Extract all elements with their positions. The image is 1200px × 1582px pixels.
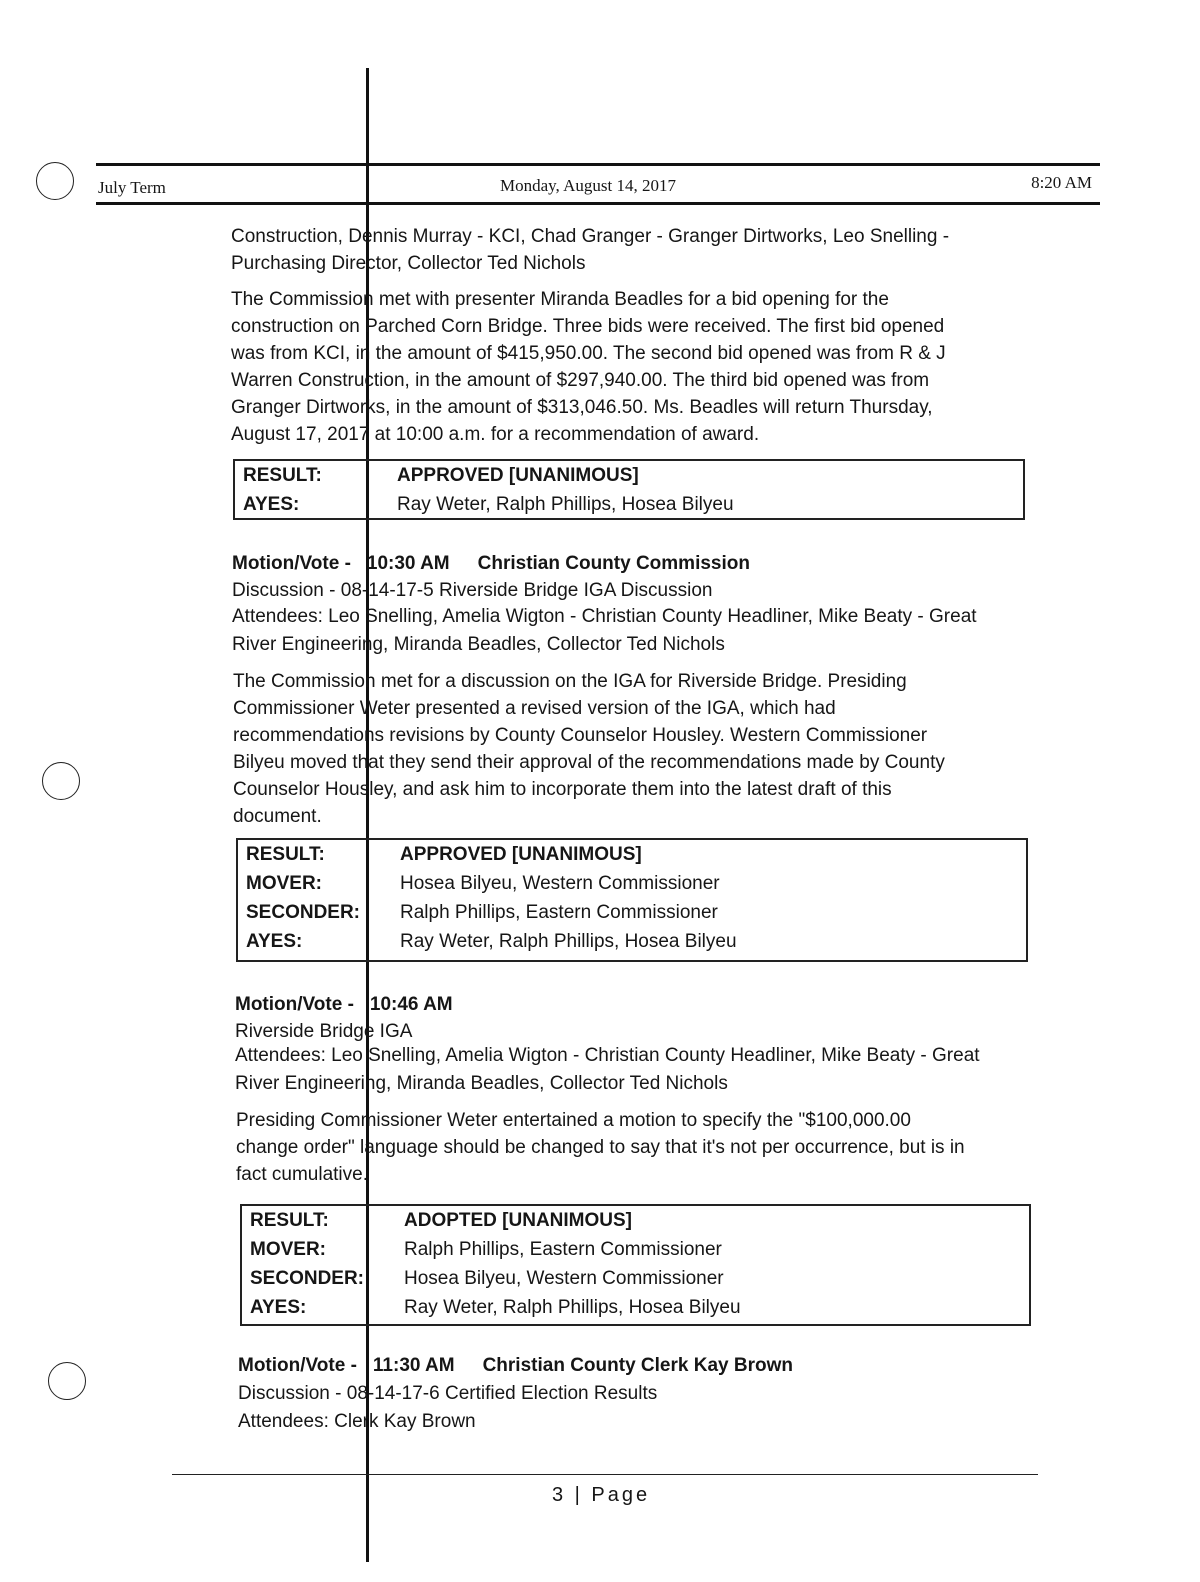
binder-hole-middle (42, 762, 80, 800)
attendees-line2: River Engineering, Miranda Beadles, Collector Ted Nichols (232, 634, 725, 655)
vote-row-seconder (238, 898, 1026, 927)
paragraph-line: recommendations revisions by County Counselor Housley. Western Commissioner (233, 725, 928, 746)
motion-header-3 (235, 991, 453, 1018)
paragraph-line: fact cumulative. (236, 1164, 368, 1185)
header-rule-bottom (96, 202, 1100, 205)
paragraph-line: construction on Parched Corn Bridge. Three bids were received. The first bid opened (231, 316, 945, 337)
vote-row-result (238, 840, 1026, 869)
vote-result-box-3 (240, 1204, 1031, 1326)
page-number: 3 | Page (552, 1484, 651, 1506)
discussion-line: Discussion - 08-14-17-6 Certified Election Results (238, 1383, 658, 1404)
vote-row-mover (238, 869, 1026, 898)
motion-time: 10:30 AM (366, 553, 450, 574)
header-term: July Term (98, 178, 166, 197)
paragraph-line: Counselor Housley, and ask him to incorporate them into the latest draft of this (233, 779, 892, 800)
motion-header-4 (238, 1352, 793, 1379)
seconder-label: SECONDER: (250, 1268, 365, 1289)
paragraph-line: Granger Dirtworks, in the amount of $313,046.50. Ms. Beadles will return Thursday, (231, 397, 933, 418)
vote-row-ayes (242, 1293, 1029, 1322)
header-date: Monday, August 14, 2017 (500, 176, 676, 195)
result-label: RESULT: (246, 844, 325, 865)
vote-result-box-1 (233, 459, 1025, 520)
header-time: 8:20 AM (1031, 173, 1092, 192)
paragraph-line: The Commission met for a discussion on the IGA for Riverside Bridge. Presiding (233, 671, 907, 692)
attendees-continued-line1: Construction, Dennis Murray - KCI, Chad Granger - Granger Dirtworks, Leo Snelling - (231, 226, 950, 247)
motion-time: 11:30 AM (372, 1355, 455, 1376)
footer-rule (172, 1474, 1038, 1475)
attendees-line1: Attendees: Leo Snelling, Amelia Wigton - Christian County Headliner, Mike Beaty - Great (235, 1045, 980, 1066)
result-label: RESULT: (243, 465, 322, 486)
mover-label: MOVER: (250, 1239, 326, 1260)
attendees-line2: River Engineering, Miranda Beadles, Collector Ted Nichols (235, 1073, 728, 1094)
motion-label: Motion/Vote - (238, 1355, 357, 1376)
vote-row-mover (242, 1235, 1029, 1264)
result-value: APPROVED [UNANIMOUS] (397, 465, 639, 486)
subject-line: Riverside Bridge IGA (235, 1021, 413, 1042)
paragraph-line: Presiding Commissioner Weter entertained a motion to specify the "$100,000.00 (236, 1110, 911, 1131)
paragraph-line: change order" language should be changed to say that it's not per occurrence, but is in (236, 1137, 965, 1158)
ayes-value: Ray Weter, Ralph Phillips, Hosea Bilyeu (397, 494, 734, 515)
vote-row-ayes (235, 490, 1023, 519)
vote-row-result (242, 1206, 1029, 1235)
result-label: RESULT: (250, 1210, 329, 1231)
vote-row-seconder (242, 1264, 1029, 1293)
mover-value: Ralph Phillips, Eastern Commissioner (404, 1239, 722, 1260)
mover-label: MOVER: (246, 873, 322, 894)
seconder-value: Ralph Phillips, Eastern Commissioner (400, 902, 718, 923)
binder-hole-top (36, 162, 74, 200)
attendees-line1: Attendees: Leo Snelling, Amelia Wigton - Christian County Headliner, Mike Beaty - Great (232, 606, 977, 627)
paragraph-line: The Commission met with presenter Miranda Beadles for a bid opening for the (231, 289, 889, 310)
result-value: ADOPTED [UNANIMOUS] (404, 1210, 632, 1231)
discussion-line: Discussion - 08-14-17-5 Riverside Bridge IGA Discussion (232, 580, 713, 601)
paragraph-line: document. (233, 806, 322, 827)
motion-header-2 (232, 550, 750, 577)
ayes-label: AYES: (246, 931, 303, 952)
mover-value: Hosea Bilyeu, Western Commissioner (400, 873, 720, 894)
change-order-paragraph (236, 1107, 1026, 1188)
binder-hole-bottom (48, 1362, 86, 1400)
paragraph-line: was from KCI, in the amount of $415,950.00. The second bid opened was from R & J (231, 343, 946, 364)
paragraph-line: Warren Construction, in the amount of $297,940.00. The third bid opened was from (231, 370, 930, 391)
ayes-value: Ray Weter, Ralph Phillips, Hosea Bilyeu (404, 1297, 741, 1318)
seconder-value: Hosea Bilyeu, Western Commissioner (404, 1268, 724, 1289)
ayes-label: AYES: (243, 494, 300, 515)
motion-label: Motion/Vote - (235, 994, 354, 1015)
attendees-continued-line2: Purchasing Director, Collector Ted Nichols (231, 253, 586, 274)
result-value: APPROVED [UNANIMOUS] (400, 844, 642, 865)
ayes-value: Ray Weter, Ralph Phillips, Hosea Bilyeu (400, 931, 737, 952)
motion-body: Christian County Clerk Kay Brown (482, 1355, 793, 1376)
vote-row-ayes (238, 927, 1026, 956)
vote-row-result (235, 461, 1023, 490)
paragraph-line: Bilyeu moved that they send their approval of the recommendations made by County (233, 752, 945, 773)
vote-result-box-2 (236, 838, 1028, 962)
bid-opening-paragraph (231, 286, 1021, 448)
paragraph-line: Commissioner Weter presented a revised version of the IGA, which had (233, 698, 836, 719)
paragraph-line: August 17, 2017 at 10:00 a.m. for a recommendation of award. (231, 424, 760, 445)
seconder-label: SECONDER: (246, 902, 361, 923)
motion-body: Christian County Commission (477, 553, 750, 574)
riverside-discussion-paragraph (233, 668, 1023, 830)
motion-label: Motion/Vote - (232, 553, 351, 574)
motion-time: 10:46 AM (369, 994, 453, 1015)
header-rule-top (96, 163, 1100, 166)
attendees-line: Attendees: Clerk Kay Brown (238, 1411, 476, 1432)
ayes-label: AYES: (250, 1297, 307, 1318)
